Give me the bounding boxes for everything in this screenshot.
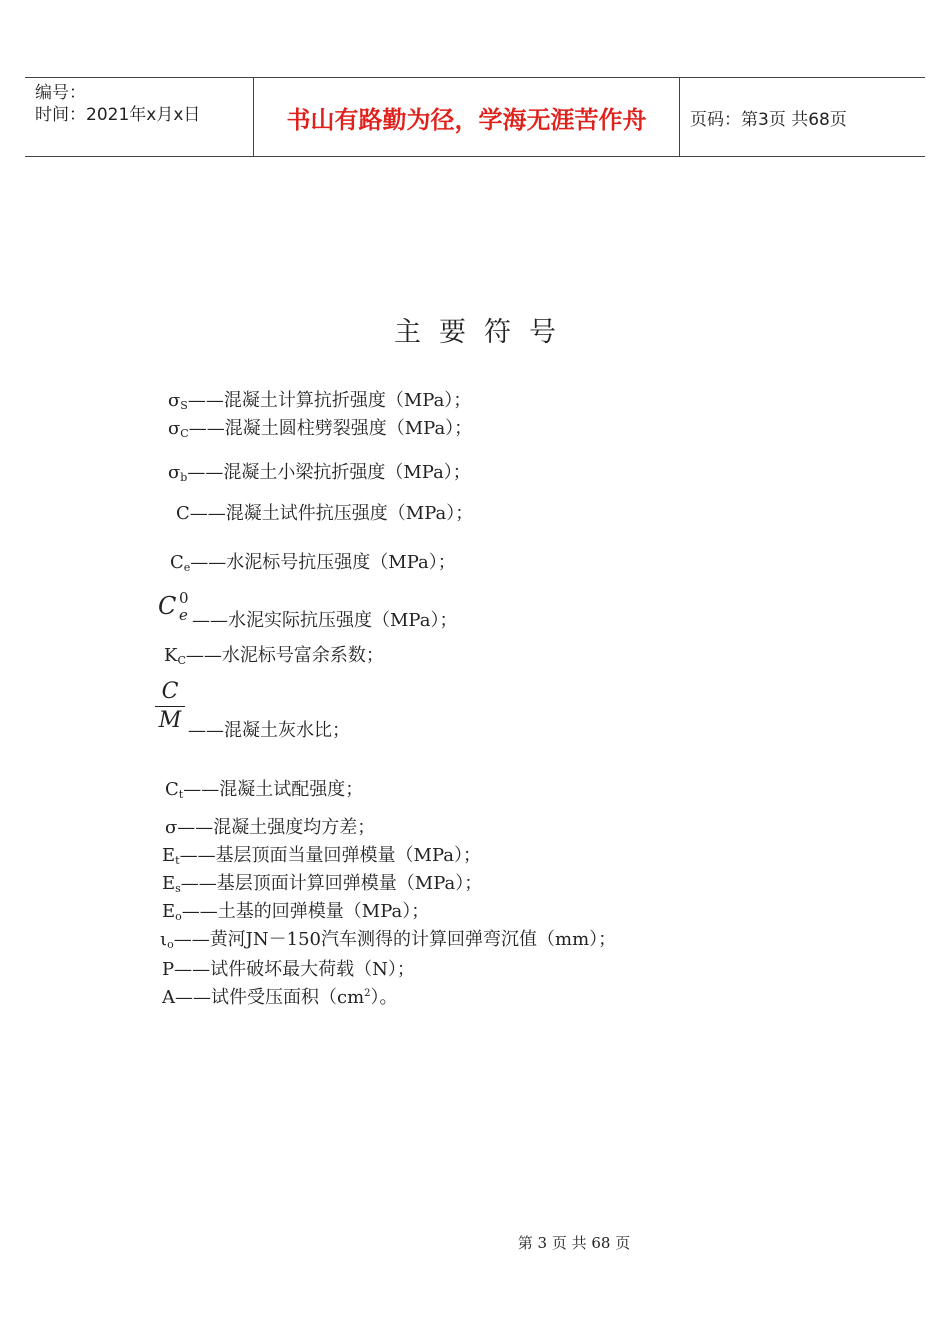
symbol-description: ——混凝土计算抗折强度（MPa）； — [187, 390, 472, 411]
symbol: σ — [168, 418, 181, 439]
symbol-superscript: 2 — [364, 988, 371, 999]
symbol-description: ——水泥实际抗压强度（MPa）； — [192, 610, 458, 631]
symbol-line — [164, 641, 384, 667]
symbol: σ — [168, 390, 181, 411]
symbol-description: ——土基的回弹模量（MPa）； — [181, 901, 430, 922]
symbol-subscript: e — [179, 606, 188, 624]
formula-ce0 — [158, 590, 194, 626]
header-motto: 书山有路勤为径，学海无涯苦作舟 — [253, 78, 680, 156]
symbol: ι — [160, 929, 168, 950]
symbol-subscript: s — [175, 882, 181, 895]
page-footer: 第 3 页 共 68 页 — [517, 1234, 631, 1252]
symbol-description: ——试件受压面积（cm — [175, 987, 365, 1008]
symbol: A — [162, 987, 175, 1008]
fraction-denominator: M — [158, 708, 182, 733]
symbol-line — [162, 841, 481, 867]
symbol-line — [162, 869, 482, 895]
symbol-description: ——混凝土灰水比； — [188, 720, 350, 741]
symbol-description: ——试件破坏最大荷载（N）； — [174, 959, 415, 980]
symbol-description: ——水泥标号富余系数； — [185, 645, 384, 666]
symbol-subscript: C — [180, 427, 189, 440]
symbol-line — [168, 414, 472, 440]
symbol-description: ——黄河JN－150汽车测得的计算回弹弯沉值（mm）； — [173, 929, 617, 950]
symbol-description: ——基层顶面当量回弹模量（MPa）； — [179, 845, 482, 866]
symbol-description: ——混凝土圆柱劈裂强度（MPa）； — [188, 418, 473, 439]
symbol: K — [164, 645, 178, 666]
symbol: E — [162, 901, 176, 922]
symbol: C — [158, 592, 177, 620]
symbol: σ — [168, 462, 181, 483]
symbol: C — [165, 779, 179, 800]
symbol-line — [165, 813, 375, 839]
time-label: 时间：2021年x月x日 — [35, 105, 201, 125]
symbol: σ — [165, 817, 178, 838]
symbol-description: ——混凝土试件抗压强度（MPa）； — [189, 503, 474, 524]
symbol-subscript: t — [175, 854, 180, 867]
page-header — [25, 77, 925, 157]
symbol-description: ——混凝土小梁抗折强度（MPa）； — [187, 462, 471, 483]
symbol: E — [162, 845, 176, 866]
symbol: E — [162, 873, 176, 894]
fraction-numerator: C — [161, 679, 179, 704]
header-meta — [25, 78, 253, 156]
symbol-subscript: S — [180, 399, 188, 412]
symbol-subscript: t — [178, 788, 184, 801]
symbol-subscript: e — [183, 561, 191, 574]
header-page-info: 页码：第3页 共68页 — [690, 109, 847, 130]
symbol-description: ——混凝土强度均方差； — [177, 817, 376, 838]
symbol: C — [170, 552, 184, 573]
symbol-subscript: o — [167, 938, 174, 951]
formula-fraction — [155, 678, 185, 735]
symbol-line — [168, 458, 471, 484]
symbol-subscript: b — [180, 471, 188, 484]
symbol-line — [162, 955, 415, 981]
symbol-description: ——基层顶面计算回弹模量（MPa）； — [180, 873, 483, 894]
symbol: C — [176, 503, 190, 524]
symbol-line — [160, 925, 616, 951]
symbol-line — [162, 983, 398, 1009]
symbol-subscript: C — [177, 654, 186, 667]
symbol-superscript: 0 — [179, 589, 189, 607]
symbol-line — [162, 897, 429, 923]
symbol-line — [165, 775, 363, 801]
symbol-subscript: o — [175, 910, 182, 923]
symbol: P — [162, 959, 175, 980]
page-title: 主要符号 — [394, 317, 574, 348]
symbol-description: ——混凝土试配强度； — [183, 779, 364, 800]
symbol-description-tail: ）。 — [370, 987, 398, 1008]
symbol-line — [170, 548, 456, 574]
symbol-description: ——水泥标号抗压强度（MPa）； — [190, 552, 456, 573]
symbol-line — [168, 386, 471, 412]
number-label: 编号： — [35, 83, 86, 103]
symbol-line — [176, 499, 473, 525]
